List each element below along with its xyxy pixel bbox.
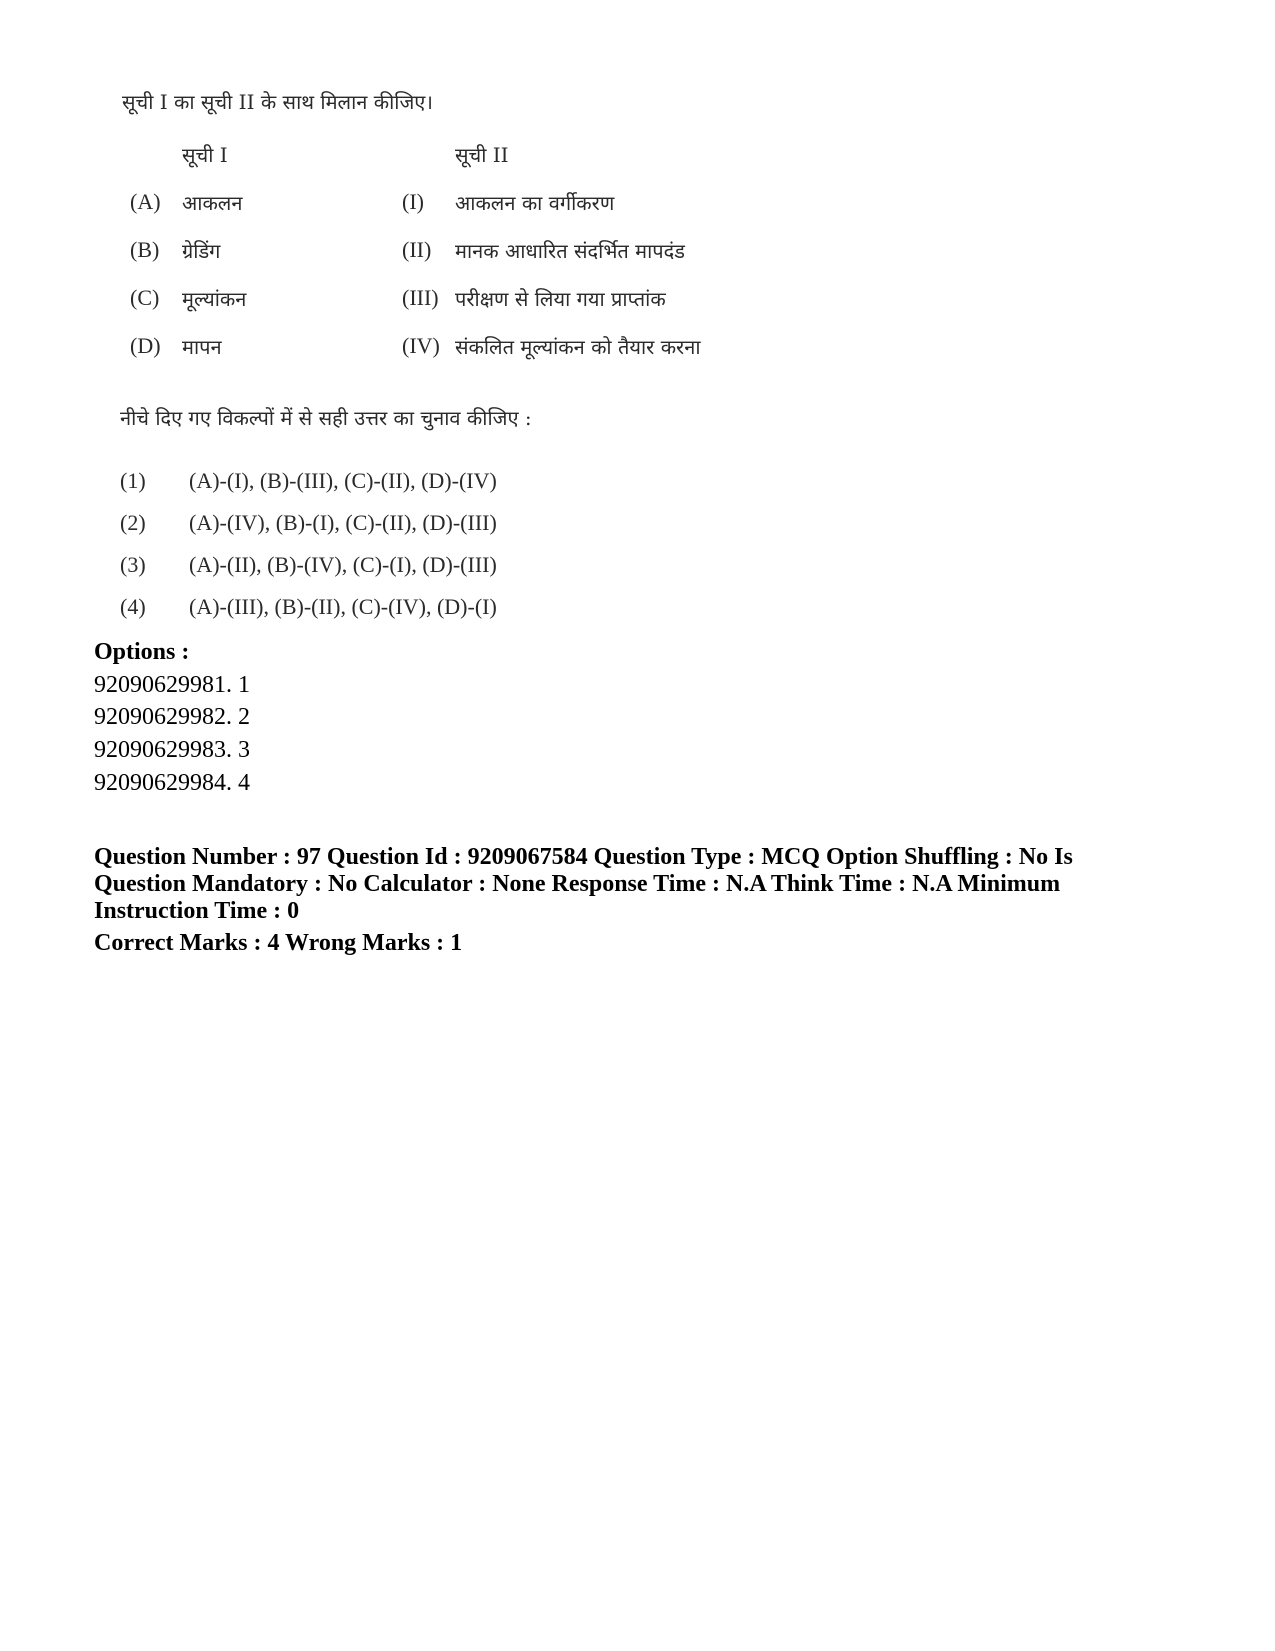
- list1-item: मापन: [182, 335, 222, 359]
- choice-label: (2): [120, 510, 146, 535]
- list2-item: मानक आधारित संदर्भित मापदंड: [455, 239, 685, 263]
- marks-line: Correct Marks : 4 Wrong Marks : 1: [94, 930, 463, 956]
- list1-label: (A): [130, 189, 161, 214]
- match-instruction: सूची I का सूची II के साथ मिलान कीजिए।: [122, 90, 433, 114]
- list1-label: (B): [130, 237, 160, 262]
- option-item: 92090629983. 3: [94, 737, 250, 763]
- list1-heading: सूची I: [182, 143, 228, 167]
- list1-item: आकलन: [182, 191, 243, 215]
- choose-prompt: नीचे दिए गए विकल्पों में से सही उत्तर का चुनाव कीजिए :: [120, 406, 532, 430]
- choice-label: (4): [120, 594, 146, 619]
- list1-label: (D): [130, 333, 161, 358]
- option-item: 92090629981. 1: [94, 672, 250, 698]
- list2-label: (II): [402, 237, 432, 262]
- options-heading: Options :: [94, 639, 190, 665]
- list2-label: (III): [402, 285, 439, 310]
- choice-text: (A)-(II), (B)-(IV), (C)-(I), (D)-(III): [189, 552, 497, 577]
- list1-item: मूल्यांकन: [182, 287, 247, 311]
- list2-item: परीक्षण से लिया गया प्राप्तांक: [455, 287, 666, 311]
- list2-label: (IV): [402, 333, 440, 358]
- list2-label: (I): [402, 189, 424, 214]
- list2-item: आकलन का वर्गीकरण: [455, 191, 615, 215]
- choice-label: (1): [120, 468, 146, 493]
- choice-text: (A)-(IV), (B)-(I), (C)-(II), (D)-(III): [189, 510, 497, 535]
- list1-item: ग्रेडिंग: [182, 239, 221, 263]
- list2-item: संकलित मूल्यांकन को तैयार करना: [455, 335, 701, 359]
- choice-text: (A)-(III), (B)-(II), (C)-(IV), (D)-(I): [189, 594, 497, 619]
- option-item: 92090629984. 4: [94, 770, 250, 796]
- choice-text: (A)-(I), (B)-(III), (C)-(II), (D)-(IV): [189, 468, 497, 493]
- option-item: 92090629982. 2: [94, 704, 250, 730]
- list1-label: (C): [130, 285, 160, 310]
- list2-heading: सूची II: [455, 143, 509, 167]
- choice-label: (3): [120, 552, 146, 577]
- question-meta: Question Number : 97 Question Id : 9209067584 Question Type : MCQ Option Shuffling : No Is Question Mandatory : No Calculator : None Response Time : N.A Think Time : N.A Minimum Instruction Time : 0: [94, 844, 1073, 924]
